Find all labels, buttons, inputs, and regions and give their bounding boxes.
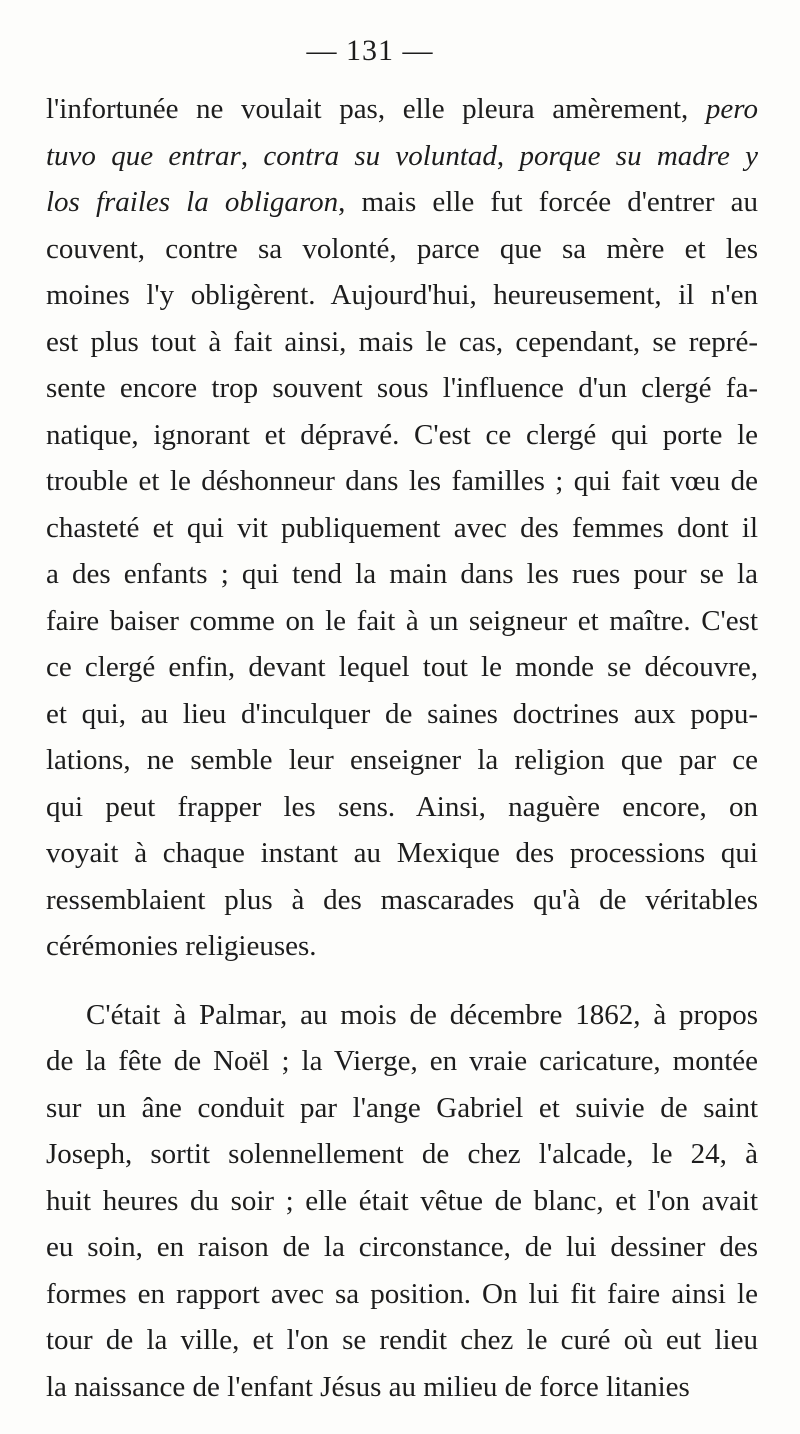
- text-run: ressemblaient plus à des mascarades qu'à de véritables: [46, 883, 758, 916]
- italic-text-run: los frailes la obligaron: [46, 186, 339, 218]
- text-line: [46, 1224, 758, 1271]
- text-line: [46, 365, 758, 412]
- text-line: [46, 179, 758, 226]
- text-run: ,: [240, 139, 264, 172]
- paragraph-2: [46, 992, 758, 1411]
- text-run: lations, ne semble leur enseigner la religion que par ce: [46, 744, 758, 776]
- text-line: [46, 1317, 758, 1364]
- text-run: et qui, au lieu d'inculquer de saines doctrines aux popu-: [46, 697, 758, 730]
- text-line: [46, 691, 758, 738]
- text-line: [46, 877, 758, 924]
- text-run: moines l'y obligèrent. Aujourd'hui, heureusement, il n'en: [46, 279, 758, 311]
- text-line: [46, 1085, 758, 1132]
- text-line: [46, 458, 758, 505]
- page-number: — 131 —: [306, 34, 434, 67]
- text-line: [46, 412, 758, 459]
- text-line: [46, 1131, 758, 1178]
- text-run: qui peut frapper les sens. Ainsi, naguère encore, on: [46, 790, 758, 823]
- text-line: [46, 505, 758, 552]
- text-run: eu soin, en raison de la circonstance, de lui dessiner des: [46, 1231, 758, 1263]
- text-run: la naissance de l'enfant Jésus au milieu de force litanies: [46, 1370, 690, 1403]
- text-line: [46, 1271, 758, 1318]
- text-line: [46, 1038, 758, 1085]
- text-line: [46, 86, 758, 133]
- text-run: sente encore trop souvent sous l'influence d'un clergé fa-: [46, 372, 758, 404]
- text-run: ,: [496, 139, 520, 172]
- text-line: [46, 598, 758, 645]
- text-run: de la fête de Noël ; la Vierge, en vraie caricature, montée: [46, 1045, 758, 1077]
- text-run: est plus tout à fait ainsi, mais le cas, cependant, se repré-: [46, 325, 758, 358]
- text-run: , mais elle fut forcée d'entrer au: [338, 186, 759, 218]
- text-run: natique, ignorant et dépravé. C'est ce clergé qui porte le: [46, 418, 758, 451]
- text-run: faire baiser comme on le fait à un seigneur et maître. C'est: [46, 604, 758, 637]
- italic-text-run: porque su madre y: [519, 139, 759, 172]
- text-run: formes en rapport avec sa position. On lui fit faire ainsi le: [46, 1277, 758, 1310]
- text-line: [46, 319, 758, 366]
- text-run: Joseph, sortit solennellement de chez l'alcade, le 24, à: [46, 1138, 758, 1170]
- text-run: voyait à chaque instant au Mexique des processions qui: [46, 837, 758, 869]
- italic-text-run: pero: [705, 93, 758, 125]
- text-run: couvent, contre sa volonté, parce que sa mère et les: [46, 232, 758, 265]
- text-line: [46, 551, 758, 598]
- text-line: [46, 992, 758, 1039]
- text-run: chasteté et qui vit publiquement avec des femmes dont il: [46, 511, 758, 544]
- text-line: [46, 272, 758, 319]
- paragraph-spacer: [46, 970, 758, 992]
- text-run: sur un âne conduit par l'ange Gabriel et suivie de saint: [46, 1091, 758, 1124]
- italic-text-run: tuvo que entrar: [46, 139, 241, 172]
- text-line: [46, 1178, 758, 1225]
- text-line: [46, 1364, 758, 1411]
- body-text: [46, 86, 758, 1410]
- text-run: huit heures du soir ; elle était vêtue de blanc, et l'on avait: [46, 1184, 758, 1217]
- text-run: tour de la ville, et l'on se rendit chez le curé où eut lieu: [46, 1324, 758, 1356]
- text-line: [46, 830, 758, 877]
- text-line: [46, 226, 758, 273]
- text-line: [46, 737, 758, 784]
- text-line: [46, 644, 758, 691]
- text-run: a des enfants ; qui tend la main dans les rues pour se la: [46, 558, 758, 590]
- text-run: C'était à Palmar, au mois de décembre 1862, à propos: [86, 998, 758, 1031]
- text-line: [46, 133, 758, 180]
- text-run: ce clergé enfin, devant lequel tout le monde se découvre,: [46, 651, 758, 683]
- text-line: [46, 784, 758, 831]
- text-run: l'infortunée ne voulait pas, elle pleura amèrement,: [46, 93, 706, 125]
- text-run: cérémonies religieuses.: [46, 930, 317, 962]
- text-run: trouble et le déshonneur dans les familles ; qui fait vœu de: [46, 465, 758, 497]
- italic-text-run: contra su voluntad: [263, 139, 497, 172]
- paragraph-1: [46, 86, 758, 970]
- text-line: [46, 923, 758, 970]
